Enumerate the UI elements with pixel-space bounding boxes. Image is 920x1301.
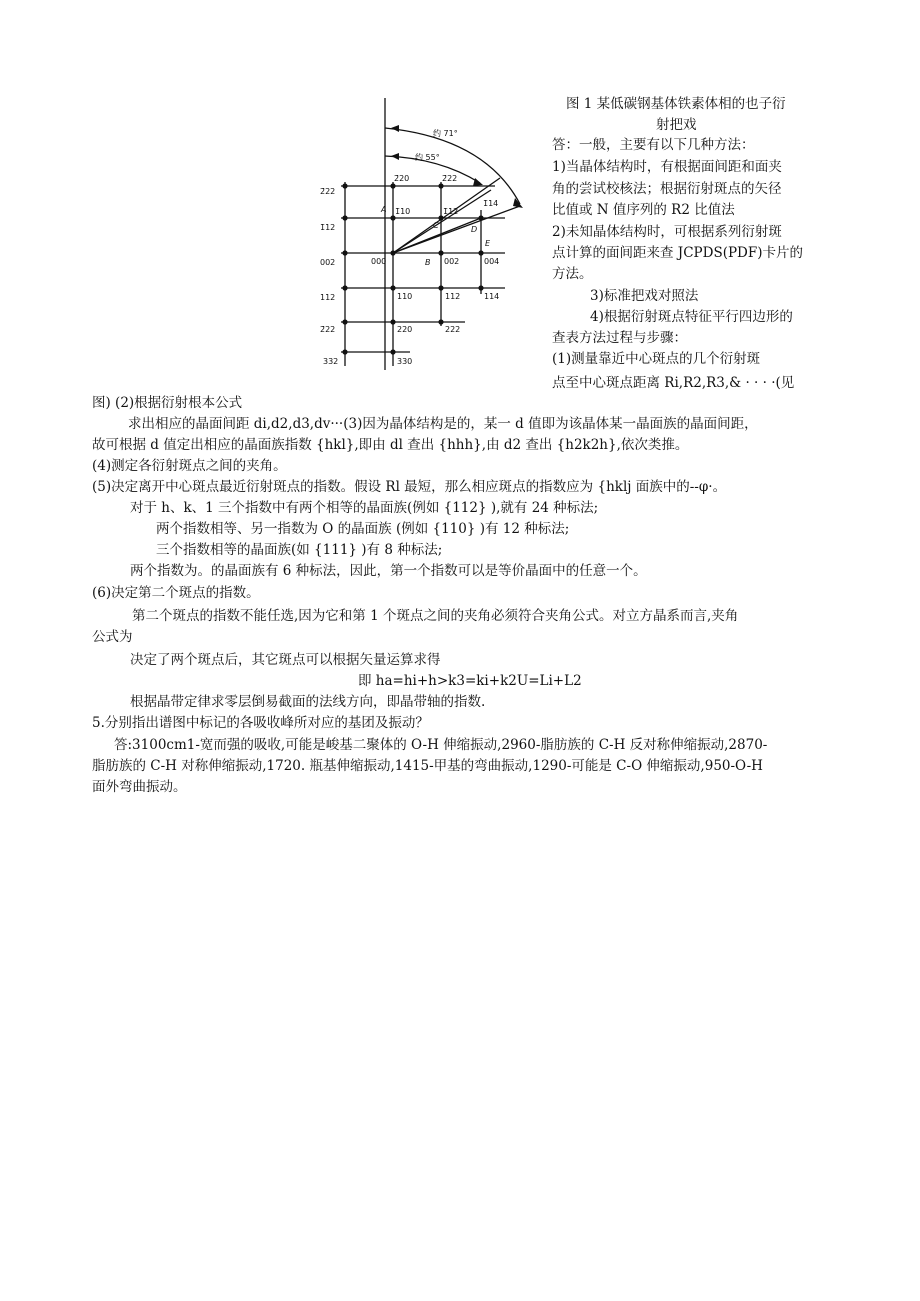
body-line: 故可根据 d 值定出相应的晶面族指数 {hkl},即由 dl 查出 {hhh},由 d2 查出 {h2k2h},依次类推。 xyxy=(92,437,689,453)
body-line: (6)决定第二个斑点的指数。 xyxy=(92,585,260,601)
body-line: 答:3100cm1-宽而强的吸收,可能是峻基二聚体的 O-H 伸缩振动,2960-脂肪族的 C-H 反对称伸缩振动,2870- xyxy=(114,737,768,753)
point-label-a: A xyxy=(381,205,387,214)
body-line: (4)测定各衍射斑点之间的夹角。 xyxy=(92,458,287,474)
diffraction-pattern-figure xyxy=(315,98,547,370)
figure-caption: 图 1 某低碳钢基体铁素体相的也子衍 xyxy=(566,96,786,112)
body-line: 根据晶带定律求零层倒易截面的法线方向，即晶带轴的指数. xyxy=(130,694,486,710)
body-line: (5)决定离开中心斑点最近衍射斑点的指数。假设 Rl 最短，那么相应斑点的指数应为 {hklj 面族中的--φ·。 xyxy=(92,479,727,495)
index-label: 1̄10 xyxy=(395,207,411,216)
side-text-line: 答：一般，主要有以下几种方法： xyxy=(552,137,755,153)
side-text-line: 角的尝试校核法；根据衍射斑点的矢径 xyxy=(552,181,782,197)
index-label: 332 xyxy=(323,357,339,366)
side-text-line: 比值或 N 值序列的 R2 比值法 xyxy=(552,202,735,218)
index-label: 222 xyxy=(445,325,461,334)
index-label: 004 xyxy=(484,257,500,266)
body-line: 三个指数相等的晶面族(如 {111} )有 8 种标法; xyxy=(156,542,443,558)
index-label: 2̄22 xyxy=(442,174,458,183)
side-text-line: 4)根据衍射斑点特征平行四边形的 xyxy=(590,309,793,325)
index-label: 330 xyxy=(397,357,413,366)
index-label: 112 xyxy=(320,293,336,302)
index-label: 1̄14 xyxy=(483,199,499,208)
side-text-line: 查表方法过程与步骤： xyxy=(552,330,687,346)
side-text-line: 1)当晶体结构时，有根据面间距和面夹 xyxy=(552,159,782,175)
body-line: 两个指数相等、另一指数为 O 的晶面族 (例如 {110} )有 12 种标法; xyxy=(156,521,570,537)
index-label: 2̄22 xyxy=(320,187,336,196)
point-label-e: E xyxy=(485,239,491,248)
index-label: 002 xyxy=(320,258,336,267)
body-line: 两个指数为。的晶面族有 6 种标法，因此，第一个指数可以是等价晶面中的任意一个。 xyxy=(130,563,647,579)
index-label: 000 xyxy=(371,257,387,266)
body-line: 公式为 xyxy=(92,629,133,645)
index-label: 220 xyxy=(397,325,413,334)
point-label-c: C xyxy=(433,221,439,230)
body-line: 求出相应的晶面间距 di,d2,d3,dv···(3)因为晶体结构是的，某一 d 值即为该晶体某一晶面族的晶面间距， xyxy=(128,416,758,432)
index-label: 002 xyxy=(444,257,460,266)
body-line: 面外弯曲振动。 xyxy=(92,779,187,795)
index-label: 110 xyxy=(397,292,413,301)
body-line: 图) (2)根据衍射根本公式 xyxy=(92,395,243,411)
index-label: 1̄12 xyxy=(320,223,336,232)
body-line: 决定了两个斑点后，其它斑点可以根据矢量运算求得 xyxy=(130,652,441,668)
body-line: 对于 h、k、1 三个指数中有两个相等的晶面族(例如 {112} ),就有 24 种标法; xyxy=(130,500,599,516)
index-label: 2̄20 xyxy=(394,174,410,183)
index-label: 1̄12 xyxy=(443,207,459,216)
side-text-line: 点至中心斑点距离 Ri,R2,R3,& · · · ·(见 xyxy=(552,375,795,391)
index-label: 114 xyxy=(484,292,500,301)
formula-line: 即 ha=hi+h>k3=ki+k2U=Li+L2 xyxy=(358,673,582,689)
question-heading: 5.分别指出谱图中标记的各吸收峰所对应的基团及振动？ xyxy=(92,715,429,731)
index-label: 112 xyxy=(445,292,461,301)
figure-caption-cont: 射把戏 xyxy=(656,117,697,133)
angle-inner-label: 约 55° xyxy=(415,153,440,162)
side-text-line: (1)测量靠近中心斑点的几个衍射斑 xyxy=(552,351,761,367)
point-label-d: D xyxy=(471,225,478,234)
side-text-line: 2)未知晶体结构时，可根据系列衍射斑 xyxy=(552,224,782,240)
angle-outer-label: 约 71° xyxy=(433,129,458,138)
index-label: 2̄22 xyxy=(320,325,336,334)
point-label-b: B xyxy=(425,258,431,267)
side-text-line: 方法。 xyxy=(552,266,593,282)
side-text-line: 点计算的面间距来查 JCPDS(PDF)卡片的 xyxy=(552,245,803,261)
body-line: 第二个斑点的指数不能任选,因为它和第 1 个斑点之间的夹角必须符合夹角公式。对立方晶系而言,夹角 xyxy=(132,608,739,624)
body-line: 脂肪族的 C-H 对称伸缩振动,1720. 瓶基伸缩振动,1415-甲基的弯曲振动,1290-可能是 C-O 伸缩振动,950-O-H xyxy=(92,758,763,774)
side-text-line: 3)标准把戏对照法 xyxy=(590,288,699,304)
